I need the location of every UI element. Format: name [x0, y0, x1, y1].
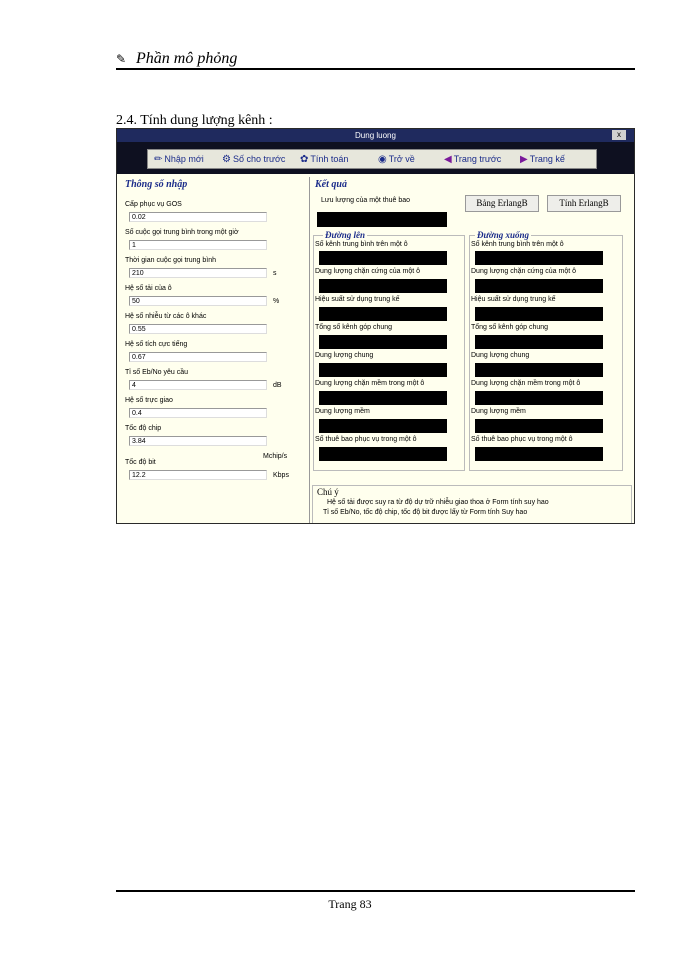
- pen-icon: ✎: [116, 52, 127, 66]
- field-label: Số cuộc gọi trung bình trong một giờ: [125, 229, 239, 236]
- ebno-input[interactable]: 4: [129, 380, 267, 390]
- next-page-button[interactable]: ▶ Trang kế: [520, 154, 565, 165]
- unit-label: s: [273, 270, 277, 277]
- panel-divider: [309, 177, 310, 524]
- input-panel-title: Thông số nhập: [125, 179, 188, 190]
- uplink-output: [319, 307, 447, 321]
- unit-label: Mchip/s: [263, 453, 288, 460]
- uplink-output: [319, 447, 447, 461]
- field-label: Tốc độ chip: [125, 425, 162, 432]
- header-title: Phần mô phỏng: [136, 50, 238, 67]
- call-duration-input[interactable]: 210: [129, 268, 267, 278]
- interference-input[interactable]: 0.55: [129, 324, 267, 334]
- close-icon[interactable]: x: [612, 130, 626, 140]
- header-rule: [116, 68, 635, 70]
- window-title: Dung luong: [355, 131, 396, 140]
- toolbar-strip: [147, 149, 597, 169]
- downlink-row-label: Số thuê bao phục vụ trong một ô: [471, 436, 573, 443]
- field-label: Cấp phục vụ GOS: [125, 201, 182, 208]
- uplink-output: [319, 419, 447, 433]
- field-label: Hệ số tải của ô: [125, 285, 172, 292]
- toolbar: [117, 142, 634, 174]
- uplink-row-label: Dung lượng chung: [315, 352, 374, 359]
- uplink-row-label: Dung lượng chặn mềm trong một ô: [315, 380, 425, 387]
- uplink-output: [319, 279, 447, 293]
- field-label: Hệ số tích cực tiếng: [125, 341, 188, 348]
- traffic-output: [317, 212, 447, 227]
- pencil-icon: ✏: [154, 154, 163, 165]
- traffic-label: Lưu lượng của một thuê bao: [321, 197, 411, 204]
- uplink-row-label: Hiệu suất sử dụng trung kế: [315, 296, 400, 303]
- erlangb-calc-button[interactable]: Tính ErlangB: [547, 195, 621, 212]
- field-label: Hệ số nhiễu từ các ô khác: [125, 313, 207, 320]
- unit-label: dB: [273, 382, 282, 389]
- downlink-title: Đường xuống: [477, 230, 529, 240]
- uplink-row-label: Dung lượng mềm: [315, 408, 370, 415]
- bit-rate-input[interactable]: 12.2: [129, 470, 267, 480]
- orthogonality-input[interactable]: 0.4: [129, 408, 267, 418]
- downlink-row-label: Dung lượng chung: [471, 352, 530, 359]
- page-number: Trang 83: [328, 897, 372, 911]
- uplink-row-label: Số thuê bao phục vụ trong một ô: [315, 436, 417, 443]
- downlink-output: [475, 279, 603, 293]
- downlink-output: [475, 447, 603, 461]
- result-panel-title: Kết quả: [315, 179, 347, 190]
- calls-per-hour-input[interactable]: 1: [129, 240, 267, 250]
- uplink-title: Đường lên: [325, 230, 365, 240]
- uplink-output: [319, 335, 447, 349]
- calc-icon: ✿: [300, 154, 309, 165]
- gos-input[interactable]: 0.02: [129, 212, 267, 222]
- uplink-output: [319, 363, 447, 377]
- downlink-row-label: Dung lượng mềm: [471, 408, 526, 415]
- uplink-row-label: Dung lượng chặn cứng của một ô: [315, 268, 421, 275]
- globe-icon: ◉: [378, 154, 387, 165]
- voice-activity-input[interactable]: 0.67: [129, 352, 267, 362]
- downlink-output: [475, 335, 603, 349]
- downlink-row-label: Số kênh trung bình trên một ô: [471, 241, 564, 248]
- uplink-output: [319, 391, 447, 405]
- unit-label: Kbps: [273, 472, 289, 479]
- field-label: Thời gian cuộc gọi trung bình: [125, 257, 216, 264]
- note-line: Tỉ số Eb/No, tốc độ chip, tốc độ bit được lấy từ Form tính Suy hao: [323, 509, 528, 516]
- field-label: Hệ số trực giao: [125, 397, 173, 404]
- erlangb-table-button[interactable]: Bảng ErlangB: [465, 195, 539, 212]
- field-label: Tỉ số Eb/No yêu cầu: [125, 369, 189, 376]
- unit-label: %: [273, 298, 280, 305]
- calculate-button[interactable]: ✿ Tính toán: [300, 154, 349, 165]
- prev-page-button[interactable]: ◀ Trang trước: [444, 154, 502, 165]
- gear-icon: ⚙: [222, 154, 231, 165]
- uplink-output: [319, 251, 447, 265]
- chip-rate-input[interactable]: 3.84: [129, 436, 267, 446]
- field-label: Tốc độ bit: [125, 459, 156, 466]
- downlink-row-label: Tổng số kênh góp chung: [471, 324, 549, 331]
- downlink-row-label: Dung lượng chặn mềm trong một ô: [471, 380, 581, 387]
- new-input-button[interactable]: ✏ Nhập mới: [154, 154, 204, 165]
- note-title: Chú ý: [317, 487, 339, 497]
- uplink-row-label: Tổng số kênh góp chung: [315, 324, 393, 331]
- given-number-button[interactable]: ⚙ Số cho trước: [222, 154, 286, 165]
- section-title: 2.4. Tính dung lượng kênh :: [116, 113, 273, 128]
- downlink-row-label: Dung lượng chặn cứng của một ô: [471, 268, 577, 275]
- window-titlebar: [117, 129, 634, 142]
- downlink-output: [475, 251, 603, 265]
- downlink-output: [475, 307, 603, 321]
- uplink-row-label: Số kênh trung bình trên một ô: [315, 241, 408, 248]
- arrow-left-icon: ◀: [444, 154, 452, 165]
- back-button[interactable]: ◉ Trở về: [378, 154, 415, 165]
- load-factor-input[interactable]: 50: [129, 296, 267, 306]
- downlink-output: [475, 419, 603, 433]
- downlink-output: [475, 363, 603, 377]
- downlink-row-label: Hiệu suất sử dụng trung kế: [471, 296, 556, 303]
- footer-rule: [116, 890, 635, 892]
- downlink-output: [475, 391, 603, 405]
- page-header: [116, 50, 237, 68]
- note-line: Hệ số tải được suy ra từ độ dự trữ nhiễu giao thoa ở Form tính suy hao: [327, 499, 549, 506]
- app-window: [116, 128, 635, 524]
- arrow-right-icon: ▶: [520, 154, 528, 165]
